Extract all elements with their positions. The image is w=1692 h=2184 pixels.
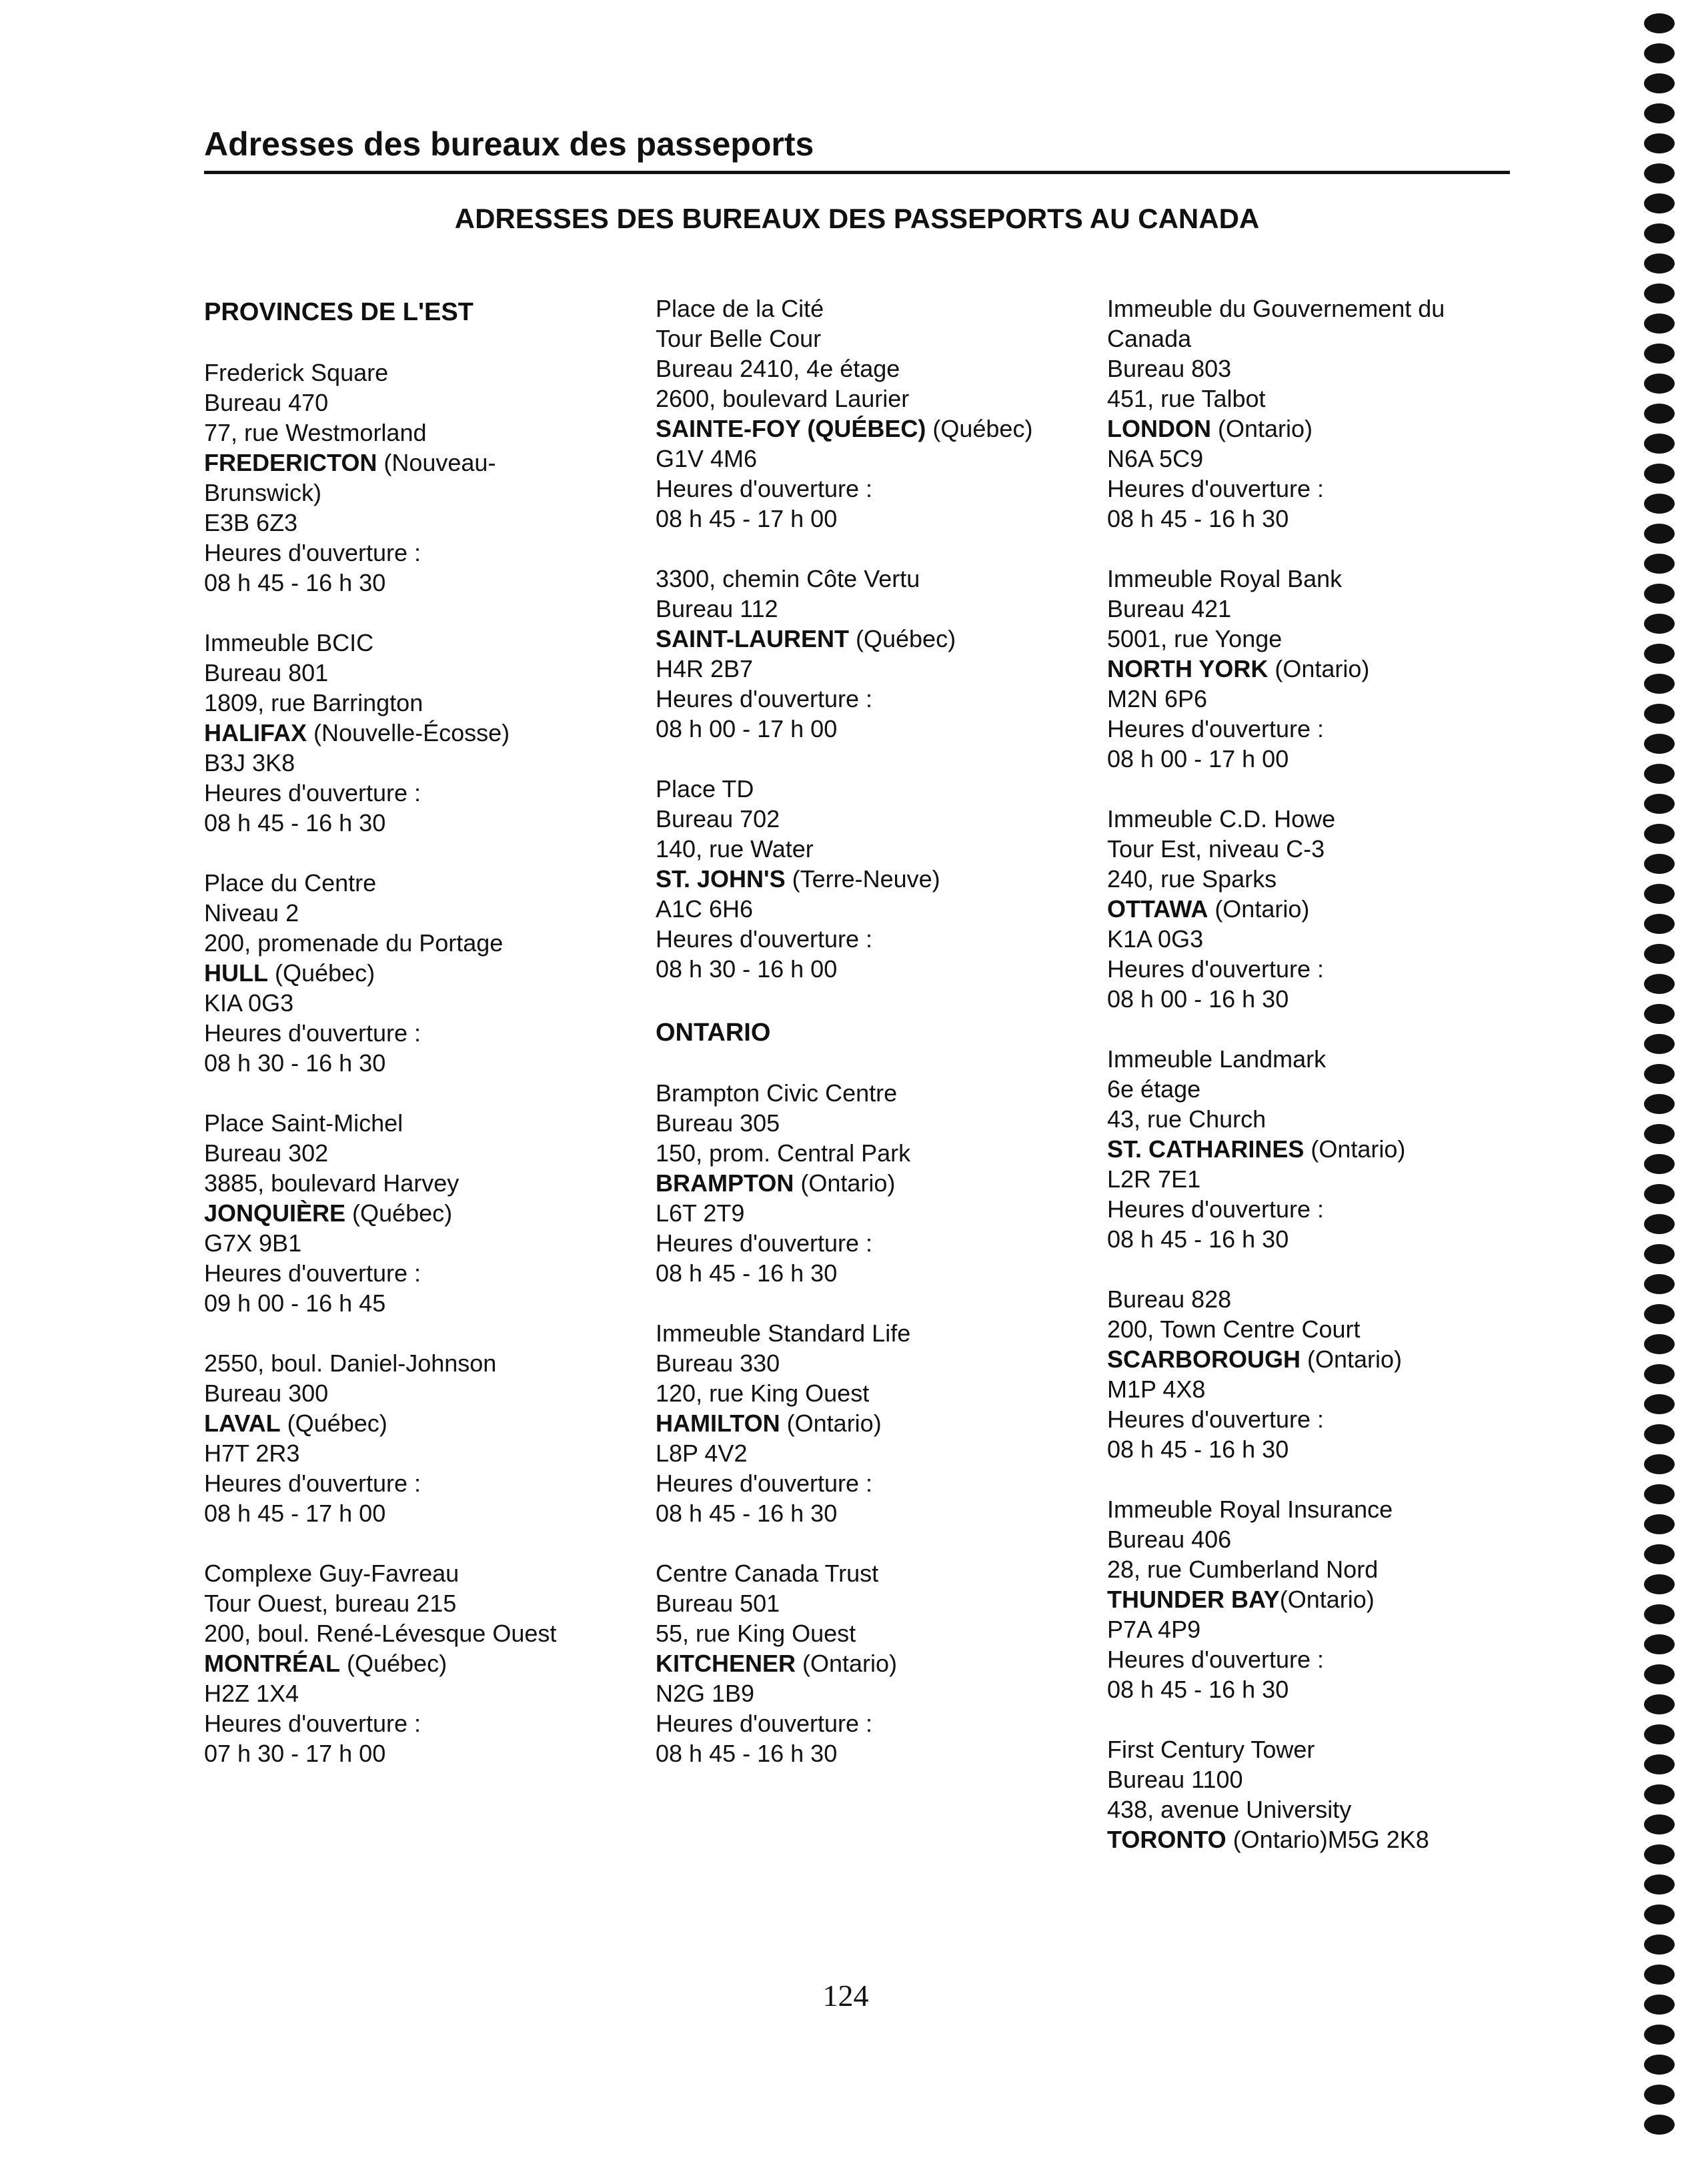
binding-hole (1644, 614, 1675, 634)
binding-hole (1644, 1995, 1675, 2015)
binding-hole (1644, 13, 1675, 33)
address-line: 08 h 45 - 16 h 30 (656, 1259, 838, 1287)
address-line: Bureau 702 (656, 805, 780, 833)
binding-hole (1644, 1394, 1675, 1414)
binding-hole (1644, 1274, 1675, 1294)
binding-hole (1644, 524, 1675, 544)
city-name: LAVAL (204, 1410, 281, 1437)
address-line: Bureau 470 (204, 389, 329, 416)
address-line: Heures d'ouverture : (204, 539, 421, 566)
address-line: 08 h 45 - 16 h 30 (656, 1500, 838, 1527)
address-line: 08 h 45 - 17 h 00 (204, 1500, 386, 1527)
address-line: 120, rue King Ouest (656, 1380, 870, 1407)
address-line: 08 h 45 - 16 h 30 (204, 809, 386, 837)
binding-hole (1644, 584, 1675, 604)
binding-hole (1644, 764, 1675, 784)
address-line: Brampton Civic Centre (656, 1079, 898, 1107)
address-line: Bureau 305 (656, 1109, 780, 1137)
office-entry (1107, 564, 1534, 774)
office-entry (204, 1108, 631, 1318)
city-line (1107, 1824, 1534, 1854)
city-line (1107, 894, 1534, 924)
address-line: Heures d'ouverture : (1107, 955, 1325, 983)
address-line: M2N 6P6 (1107, 685, 1208, 712)
address-line: 1809, rue Barrington (204, 689, 424, 716)
address-line: 438, avenue University (1107, 1796, 1352, 1823)
address-line: Heures d'ouverture : (204, 1470, 421, 1497)
address-line: 08 h 45 - 16 h 30 (1107, 1436, 1289, 1463)
binding-hole (1644, 2115, 1675, 2135)
binding-hole (1644, 1514, 1675, 1534)
address-line: N6A 5C9 (1107, 445, 1204, 472)
region-heading-east: PROVINCES DE L'EST (204, 298, 474, 326)
address-line: Bureau 300 (204, 1380, 329, 1407)
address-line: Brunswick) (204, 479, 322, 506)
binding-hole (1644, 914, 1675, 934)
address-line: Bureau 406 (1107, 1526, 1232, 1553)
address-line: 09 h 00 - 16 h 45 (204, 1289, 386, 1317)
binding-hole (1644, 1544, 1675, 1564)
address-line: E3B 6Z3 (204, 509, 298, 536)
section-title: ADRESSES DES BUREAUX DES PASSEPORTS AU CANADA (454, 203, 1260, 234)
office-entry (204, 1348, 631, 1528)
address-line: Immeuble Standard Life (656, 1319, 911, 1347)
address-line: 140, rue Water (656, 835, 814, 863)
city-line (1107, 1344, 1534, 1374)
address-line: Tour Ouest, bureau 215 (204, 1590, 457, 1617)
address-line: 43, rue Church (1107, 1105, 1266, 1133)
address-line: H4R 2B7 (656, 655, 754, 682)
city-line (656, 1648, 1082, 1678)
address-line: L8P 4V2 (656, 1440, 748, 1467)
binding-hole (1644, 1604, 1675, 1624)
address-line: Heures d'ouverture : (656, 685, 873, 712)
province-name: (Ontario) (1211, 415, 1313, 442)
office-entry (656, 1558, 1082, 1768)
address-line: KIA 0G3 (204, 989, 294, 1017)
binding-hole (1644, 1784, 1675, 1804)
binding-hole (1644, 2025, 1675, 2045)
binding-hole (1644, 1664, 1675, 1684)
binding-hole (1644, 944, 1675, 964)
address-line: L2R 7E1 (1107, 1165, 1201, 1193)
binding-hole (1644, 1754, 1675, 1774)
city-line (656, 414, 1082, 444)
binding-hole (1644, 554, 1675, 574)
address-line: 451, rue Talbot (1107, 385, 1266, 412)
address-line: 28, rue Cumberland Nord (1107, 1556, 1379, 1583)
address-line: Bureau 421 (1107, 595, 1232, 622)
address-line: Heures d'ouverture : (1107, 1406, 1325, 1433)
province-name: (Ontario)M5G 2K8 (1226, 1826, 1429, 1853)
province-name: (Ontario) (780, 1410, 882, 1437)
binding-hole (1644, 824, 1675, 844)
address-line: Bureau 302 (204, 1139, 329, 1167)
office-list (1107, 294, 1534, 1854)
address-line: Heures d'ouverture : (204, 1259, 421, 1287)
binding-hole (1644, 1094, 1675, 1114)
binding-hole (1644, 734, 1675, 754)
address-line: Place TD (656, 775, 754, 802)
binding-hole (1644, 1034, 1675, 1054)
address-line: 200, promenade du Portage (204, 929, 504, 957)
address-line: First Century Tower (1107, 1736, 1315, 1763)
office-list (656, 294, 1082, 984)
address-line: 3300, chemin Côte Vertu (656, 565, 920, 592)
province-name: (Québec) (849, 625, 956, 652)
region-heading-ontario: ONTARIO (656, 1019, 771, 1047)
binding-hole (1644, 284, 1675, 304)
city-name: NORTH YORK (1107, 655, 1268, 682)
address-line: Heures d'ouverture : (656, 925, 873, 953)
binding-hole (1644, 794, 1675, 814)
address-line: 08 h 45 - 16 h 30 (1107, 505, 1289, 532)
address-line: L6T 2T9 (656, 1199, 745, 1227)
address-line: 2600, boulevard Laurier (656, 385, 910, 412)
city-name: SCARBOROUGH (1107, 1345, 1301, 1373)
province-name: (Ontario) (1208, 895, 1310, 923)
binding-hole (1644, 2055, 1675, 2075)
column-middle (656, 294, 1082, 1798)
province-name: (Québec) (267, 959, 375, 987)
province-name: (Ontario) (794, 1169, 896, 1197)
city-line (656, 864, 1082, 894)
binding-hole (1644, 1364, 1675, 1384)
city-name: FREDERICTON (204, 449, 377, 476)
address-line: Bureau 501 (656, 1590, 780, 1617)
binding-hole (1644, 1965, 1675, 1985)
address-line: Heures d'ouverture : (204, 1019, 421, 1047)
binding-hole (1644, 884, 1675, 904)
binding-hole (1644, 1484, 1675, 1504)
office-entry (656, 564, 1082, 744)
address-line: A1C 6H6 (656, 895, 754, 923)
address-line: 07 h 30 - 17 h 00 (204, 1740, 386, 1767)
address-line: 08 h 30 - 16 h 00 (656, 955, 838, 983)
page-header (204, 124, 1510, 174)
address-line: 08 h 30 - 16 h 30 (204, 1049, 386, 1077)
address-line: Tour Est, niveau C-3 (1107, 835, 1325, 863)
office-list (204, 358, 631, 1768)
address-line: Place du Centre (204, 869, 377, 897)
binding-hole (1644, 1694, 1675, 1714)
city-name: OTTAWA (1107, 895, 1208, 923)
office-entry (1107, 1284, 1534, 1464)
city-name: SAINT-LAURENT (656, 625, 849, 652)
address-line: Immeuble C.D. Howe (1107, 805, 1336, 833)
address-line: Heures d'ouverture : (656, 1710, 873, 1737)
address-line: 77, rue Westmorland (204, 419, 427, 446)
city-name: ST. CATHARINES (1107, 1135, 1305, 1163)
address-line: 08 h 45 - 17 h 00 (656, 505, 838, 532)
address-line: Centre Canada Trust (656, 1560, 879, 1587)
city-line (1107, 654, 1534, 684)
office-entry (656, 774, 1082, 984)
binding-hole (1644, 974, 1675, 994)
office-entry (656, 294, 1082, 534)
province-name: (Terre-Neuve) (785, 865, 940, 893)
address-line: H7T 2R3 (204, 1440, 300, 1467)
address-line: N2G 1B9 (656, 1680, 755, 1707)
address-line: Heures d'ouverture : (204, 1710, 421, 1737)
binding-hole (1644, 1244, 1675, 1264)
address-line: Heures d'ouverture : (656, 1470, 873, 1497)
province-name: (Québec) (926, 415, 1033, 442)
address-line: Immeuble Royal Bank (1107, 565, 1343, 592)
binding-hole (1644, 1124, 1675, 1144)
binding-hole (1644, 1004, 1675, 1024)
address-line: Frederick Square (204, 359, 389, 386)
address-line: Immeuble BCIC (204, 629, 374, 656)
city-line (1107, 414, 1534, 444)
city-name: KITCHENER (656, 1650, 796, 1677)
office-entry (656, 1318, 1082, 1528)
binding-hole (1644, 43, 1675, 63)
binding-hole (1644, 1844, 1675, 1864)
column-east (204, 294, 631, 1798)
page-title: Adresses des bureaux des passeports (204, 125, 814, 163)
address-line: G1V 4M6 (656, 445, 758, 472)
binding-hole (1644, 374, 1675, 394)
address-line: Heures d'ouverture : (656, 475, 873, 502)
address-line: Heures d'ouverture : (1107, 1646, 1325, 1673)
binding-hole (1644, 404, 1675, 424)
city-name: JONQUIÈRE (204, 1199, 346, 1227)
binding-hole (1644, 464, 1675, 484)
address-line: Heures d'ouverture : (1107, 715, 1325, 742)
address-line: 08 h 45 - 16 h 30 (656, 1740, 838, 1767)
province-name: (Nouvelle-Écosse) (307, 719, 510, 746)
address-line: Heures d'ouverture : (204, 779, 421, 806)
city-line (656, 624, 1082, 654)
city-name: BRAMPTON (656, 1169, 794, 1197)
office-entry (1107, 1734, 1534, 1854)
binding-hole (1644, 344, 1675, 364)
city-line (204, 1408, 631, 1438)
office-entry (1107, 294, 1534, 534)
address-line: Bureau 1100 (1107, 1766, 1243, 1793)
address-line: 2550, boul. Daniel-Johnson (204, 1349, 497, 1377)
city-name: HULL (204, 959, 268, 987)
office-entry (1107, 1494, 1534, 1704)
address-line: Niveau 2 (204, 899, 299, 927)
address-line: B3J 3K8 (204, 749, 295, 776)
address-line: Heures d'ouverture : (1107, 475, 1325, 502)
address-line: 08 h 00 - 17 h 00 (656, 715, 838, 742)
binding-hole (1644, 1304, 1675, 1324)
address-line: 3885, boulevard Harvey (204, 1169, 460, 1197)
binding-hole (1644, 103, 1675, 123)
address-line: K1A 0G3 (1107, 925, 1204, 953)
column-right (1107, 294, 1534, 1884)
binding-hole (1644, 163, 1675, 183)
address-line: Bureau 2410, 4e étage (656, 355, 900, 382)
binding-hole (1644, 674, 1675, 694)
office-entry (656, 1078, 1082, 1288)
office-list (656, 1078, 1082, 1768)
office-entry (1107, 804, 1534, 1014)
address-line: Immeuble Royal Insurance (1107, 1496, 1393, 1523)
city-line (656, 1168, 1082, 1198)
city-name: SAINTE-FOY (QUÉBEC) (656, 415, 926, 442)
province-name: (Ontario) (796, 1650, 898, 1677)
address-line: P7A 4P9 (1107, 1616, 1201, 1643)
binding-hole (1644, 1064, 1675, 1084)
binding-hole (1644, 314, 1675, 334)
binding-hole (1644, 193, 1675, 213)
address-line: Place Saint-Michel (204, 1109, 403, 1137)
province-name: (Ontario) (1301, 1345, 1403, 1373)
city-name: TORONTO (1107, 1826, 1226, 1853)
city-line (204, 1648, 631, 1678)
binding-hole (1644, 434, 1675, 454)
city-line (1107, 1134, 1534, 1164)
binding-hole (1644, 2085, 1675, 2105)
city-name: HALIFAX (204, 719, 307, 746)
address-line: Canada (1107, 325, 1192, 352)
city-line (656, 1408, 1082, 1438)
address-line: Bureau 801 (204, 659, 329, 686)
address-line: 240, rue Sparks (1107, 865, 1277, 893)
binding-hole (1644, 1724, 1675, 1744)
address-line: 55, rue King Ouest (656, 1620, 856, 1647)
address-line: 08 h 00 - 16 h 30 (1107, 985, 1289, 1013)
address-line: Tour Belle Cour (656, 325, 822, 352)
binding-hole (1644, 1574, 1675, 1594)
office-entry (204, 628, 631, 838)
address-line: Bureau 803 (1107, 355, 1232, 382)
spiral-binding (1644, 13, 1684, 2175)
address-line: Complexe Guy-Favreau (204, 1560, 460, 1587)
address-line: Immeuble Landmark (1107, 1045, 1327, 1073)
binding-hole (1644, 253, 1675, 274)
province-name: (Nouveau- (377, 449, 496, 476)
address-line: 6e étage (1107, 1075, 1201, 1103)
city-name: ST. JOHN'S (656, 865, 786, 893)
address-line: 5001, rue Yonge (1107, 625, 1283, 652)
address-line: Place de la Cité (656, 295, 824, 322)
address-line: Immeuble du Gouvernement du (1107, 295, 1445, 322)
office-entry (204, 1558, 631, 1768)
address-line: G7X 9B1 (204, 1229, 302, 1257)
address-line: Bureau 330 (656, 1349, 780, 1377)
address-line: 08 h 45 - 16 h 30 (1107, 1225, 1289, 1253)
province-name: (Québec) (339, 1650, 448, 1677)
binding-hole (1644, 1634, 1675, 1654)
binding-hole (1644, 73, 1675, 93)
province-name: (Québec) (280, 1410, 387, 1437)
address-line: 150, prom. Central Park (656, 1139, 911, 1167)
city-line (204, 718, 631, 748)
address-line: 08 h 45 - 16 h 30 (204, 569, 386, 596)
city-name: MONTRÉAL (204, 1650, 340, 1677)
binding-hole (1644, 1424, 1675, 1444)
binding-hole (1644, 1904, 1675, 1925)
binding-hole (1644, 644, 1675, 664)
binding-hole (1644, 1184, 1675, 1204)
binding-hole (1644, 1454, 1675, 1474)
city-line (204, 1198, 631, 1228)
city-line (1107, 1584, 1534, 1614)
province-name: (Ontario) (1268, 655, 1370, 682)
binding-hole (1644, 1935, 1675, 1955)
city-name: HAMILTON (656, 1410, 780, 1437)
binding-hole (1644, 494, 1675, 514)
city-name: LONDON (1107, 415, 1211, 442)
office-entry (1107, 1044, 1534, 1254)
address-line: 200, boul. René-Lévesque Ouest (204, 1620, 557, 1647)
city-name: THUNDER BAY (1107, 1586, 1280, 1613)
binding-hole (1644, 1214, 1675, 1234)
address-line: 200, Town Centre Court (1107, 1315, 1361, 1343)
office-entry (204, 358, 631, 598)
binding-hole (1644, 854, 1675, 874)
province-name: (Ontario) (1279, 1586, 1375, 1613)
address-line: Heures d'ouverture : (1107, 1195, 1325, 1223)
binding-hole (1644, 1154, 1675, 1174)
binding-hole (1644, 1874, 1675, 1894)
binding-hole (1644, 133, 1675, 153)
binding-hole (1644, 1334, 1675, 1354)
city-line (204, 448, 631, 478)
address-line: Heures d'ouverture : (656, 1229, 873, 1257)
binding-hole (1644, 1814, 1675, 1834)
address-line: H2Z 1X4 (204, 1680, 299, 1707)
page-number: 124 (822, 1979, 869, 2013)
office-entry (204, 868, 631, 1078)
address-line: 08 h 45 - 16 h 30 (1107, 1676, 1289, 1703)
binding-hole (1644, 223, 1675, 243)
address-line: 08 h 00 - 17 h 00 (1107, 745, 1289, 772)
binding-hole (1644, 704, 1675, 724)
address-line: Bureau 112 (656, 595, 778, 622)
city-line (204, 958, 631, 988)
address-line: Bureau 828 (1107, 1285, 1232, 1313)
address-line: M1P 4X8 (1107, 1376, 1206, 1403)
province-name: (Québec) (345, 1199, 453, 1227)
province-name: (Ontario) (1304, 1135, 1406, 1163)
